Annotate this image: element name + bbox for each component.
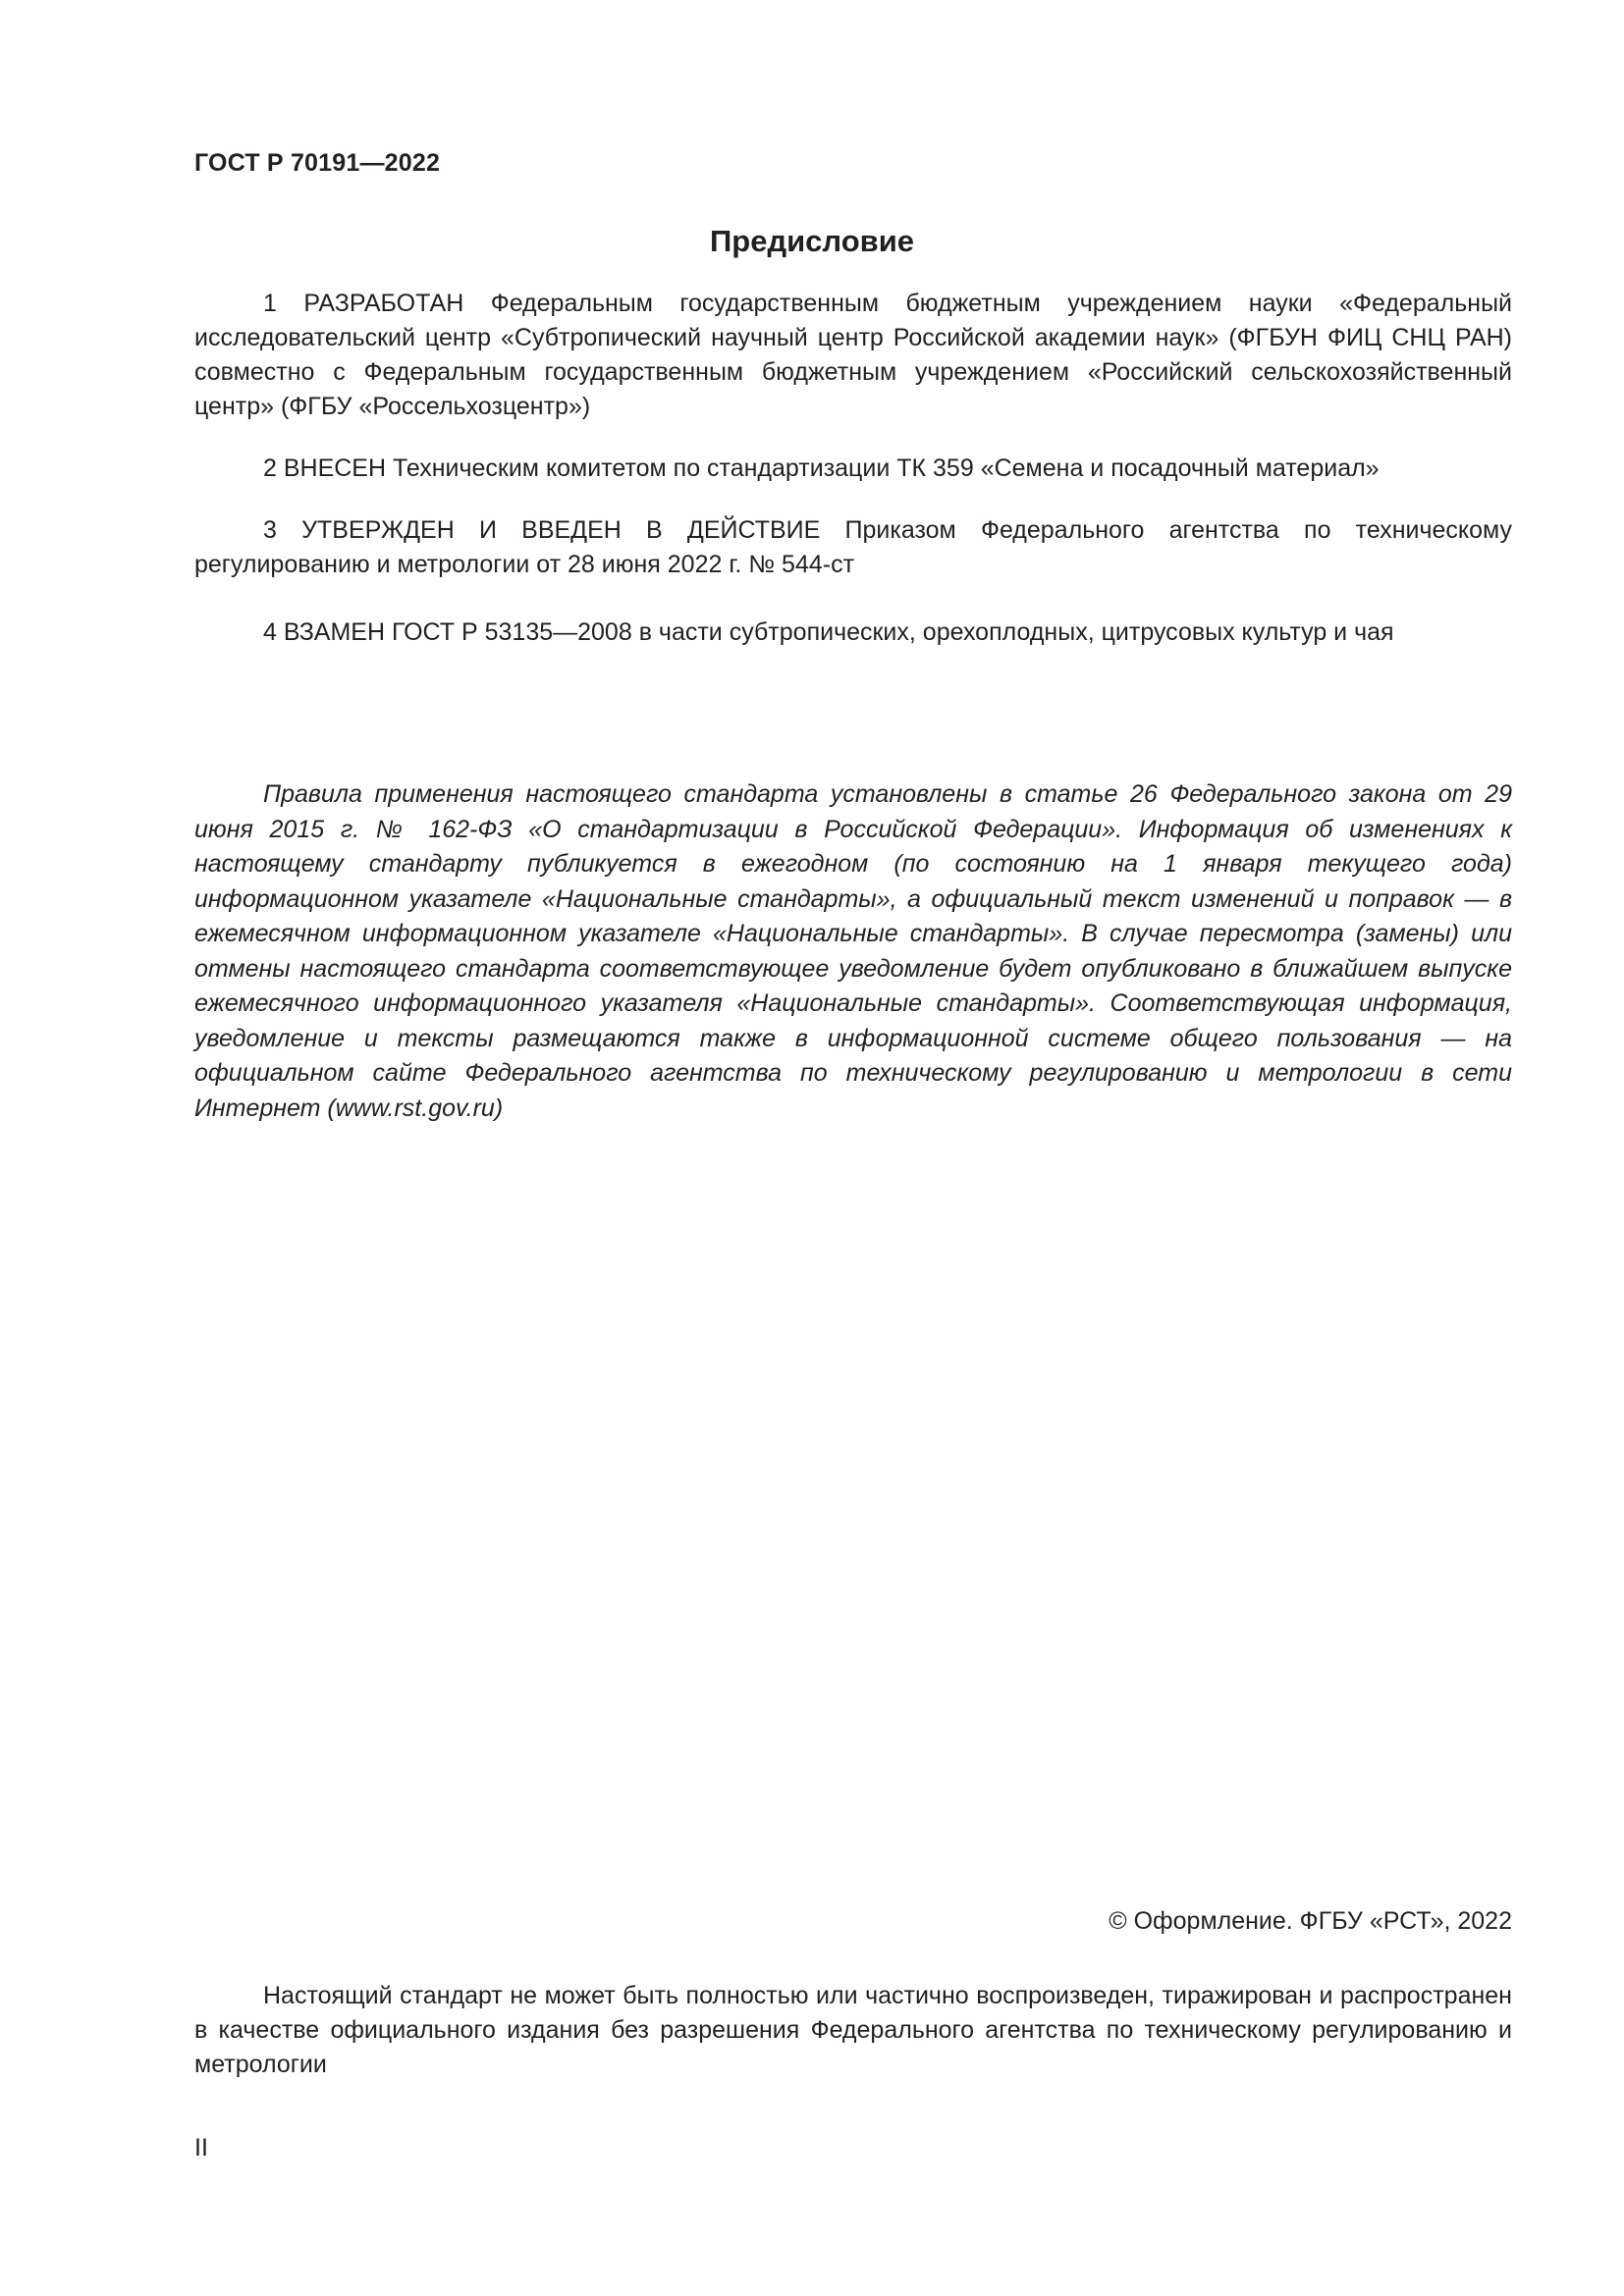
paragraph-introduced-by: 2 ВНЕСЕН Техническим комитетом по стандартизации ТК 359 «Семена и посадочный материал» (263, 454, 1380, 482)
section-title: Предисловие (709, 224, 914, 258)
page-number: II (194, 2134, 208, 2162)
paragraph-developed-by: 1 РАЗРАБОТАН Федеральным государственным бюджетным учреждением науки «Федеральный исследовательский центр «Субтропический научный центр Российской академии наук» (ФГБУН ФИЦ СНЦ РАН) совместно с Федеральным государственным бюджетным учреждением «Российский сельскохозяйственный центр» (ФГБУ «Россельхозцентр») (194, 290, 1512, 420)
document-code: ГОСТ Р 70191—2022 (194, 149, 441, 177)
paragraph-replaces: 4 ВЗАМЕН ГОСТ Р 53135—2008 в части субтропических, орехоплодных, цитрусовых культур и чая (263, 618, 1394, 646)
reproduction-notice: Настоящий стандарт не может быть полностью или частично воспроизведен, тиражирован и распространен в качестве официального издания без разрешения Федерального агентства по техническому регулированию и метрологии (194, 1982, 1512, 2078)
paragraph-approved: 3 УТВЕРЖДЕН И ВВЕДЕН В ДЕЙСТВИЕ Приказом Федерального агентства по техническому регулированию и метрологии от 28 июня 2022 г. № 544-ст (194, 516, 1512, 578)
copyright-line: © Оформление. ФГБУ «РСТ», 2022 (1109, 1907, 1512, 1935)
rules-notice: Правила применения настоящего стандарта установлены в статье 26 Федерального закона от 29 июня 2015 г. № 162-ФЗ «О стандартизации в Российской Федерации». Информация об изменениях к настоящему стандарту публикуется в ежегодном (по состоянию на 1 января текущего года) информационном указателе «Национальные стандарты», а официальный текст изменений и поправок — в ежемесячном информационном указателе «Национальные стандарты». В случае пересмотра (замены) или отмены настоящего стандарта соответствующее уведомление будет опубликовано в ближайшем выпуске ежемесячного информационного указателя «Национальные стандарты». Соответствующая информация, уведомление и тексты размещаются также в информационной системе общего пользования — на официальном сайте Федерального агентства по техническому регулированию и метрологии в сети Интернет (www.rst.gov.ru) (194, 780, 1512, 1122)
